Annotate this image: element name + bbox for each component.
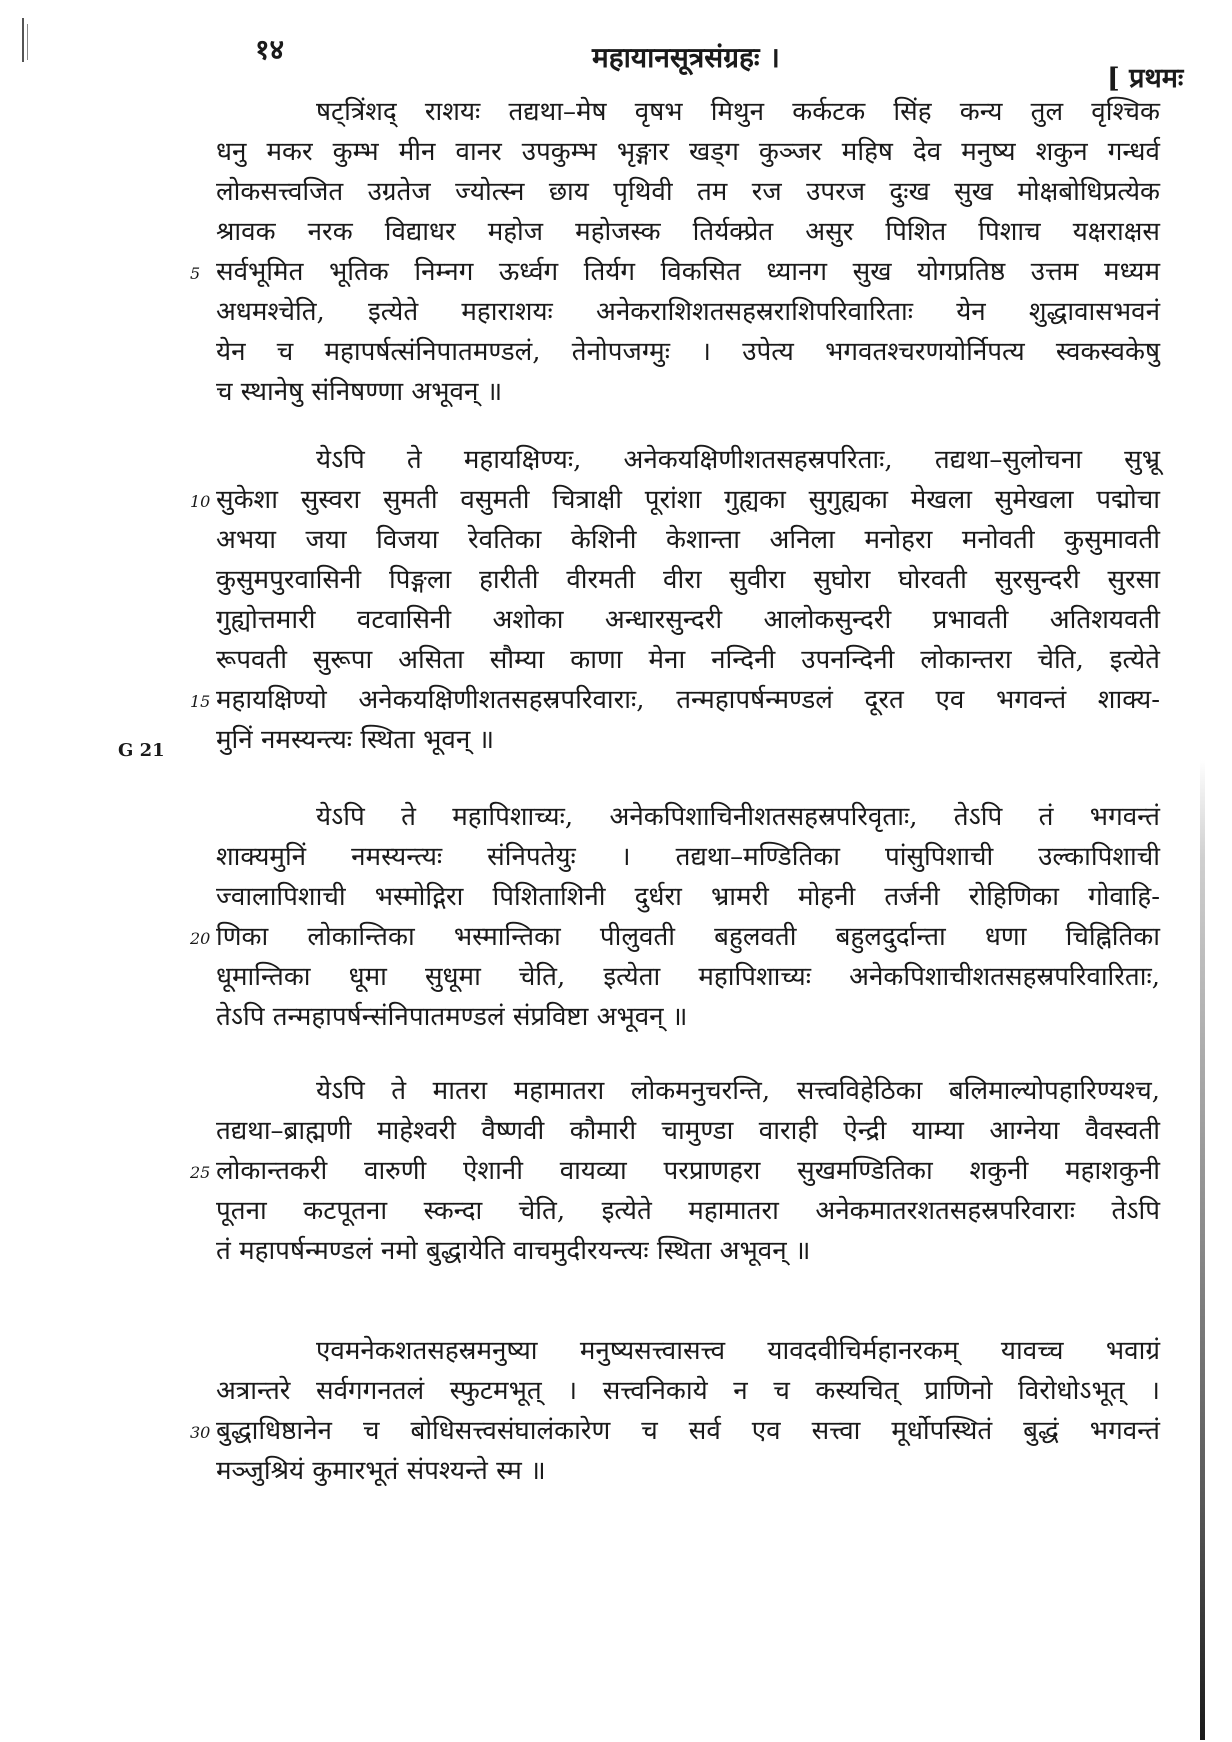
line-text: तद्यथा–ब्राह्मणी माहेश्वरी वैष्णवी कौमारी चामुण्डा वाराही ऐन्द्री याम्या आग्नेया वैवस्वती — [216, 1116, 1160, 1146]
text-line — [216, 1071, 1160, 1111]
text-line — [216, 560, 1160, 600]
line-text: एवमनेकशतसहस्रमनुष्या मनुष्यसत्त्वासत्त्व यावदवीचिर्महानरकम् यावच्च भवाग्रं — [316, 1336, 1160, 1366]
section-label: [ प्रथमः — [1107, 63, 1184, 94]
text-line — [190, 480, 1160, 520]
line-text: रूपवती सुरूपा असिता सौम्या काणा मेना नन्दिनी उपनन्दिनी लोकान्तरा चेति, इत्येते — [216, 645, 1160, 675]
line-text: सुकेशा सुस्वरा सुमती वसुमती चित्राक्षी पूरांशा गुह्यका सुगुह्यका मेखला सुमेखला पद्मोचा — [216, 485, 1160, 515]
text-line — [216, 212, 1160, 252]
text-line — [190, 917, 1160, 957]
text-line — [216, 797, 1160, 837]
text-line — [216, 292, 1160, 332]
line-text: अत्रान्तरे सर्वगगनतलं स्फुटमभूत् । सत्त्वनिकाये न च कस्यचित् प्राणिनो विरोधोऽभूत् । — [216, 1376, 1160, 1406]
text-line — [190, 680, 1160, 720]
text-line — [216, 440, 1160, 480]
text-line — [216, 132, 1160, 172]
text-line — [216, 1111, 1160, 1151]
line-text: पूतना कटपूतना स्कन्दा चेति, इत्येते महामातरा अनेकमातरशतसहस्रपरिवाराः तेऽपि — [216, 1196, 1160, 1226]
text-line — [216, 92, 1160, 132]
line-text: च स्थानेषु संनिषण्णा अभूवन् ॥ — [216, 377, 503, 407]
line-text: अभया जया विजया रेवतिका केशिनी केशान्ता अनिला मनोहरा मनोवती कुसुमावती — [216, 525, 1160, 555]
line-text: तं महापर्षन्मण्डलं नमो बुद्धायेति वाचमुदीरयन्त्यः स्थिता अभूवन् ॥ — [216, 1236, 811, 1266]
text-line — [216, 837, 1160, 877]
line-number: 15 — [190, 692, 211, 711]
text-line — [216, 372, 1160, 412]
line-text: शाक्यमुनिं नमस्यन्त्यः संनिपतेयुः । तद्यथा–मण्डितिका पांसुपिशाची उल्कापिशाची — [216, 842, 1160, 872]
text-line — [216, 1371, 1160, 1411]
text-line — [216, 1331, 1160, 1371]
scan-edge-mark — [22, 18, 24, 62]
line-text: येऽपि ते मातरा महामातरा लोकमनुचरन्ति, सत्त्वविहेठिका बलिमाल्योपहारिण्यश्च, — [316, 1076, 1160, 1106]
text-line — [216, 720, 1160, 760]
paragraph — [190, 797, 1160, 1037]
line-text: मुनिं नमस्यन्त्यः स्थिता भूवन् ॥ — [216, 725, 495, 755]
line-text: महायक्षिण्यो अनेकयक्षिणीशतसहस्रपरिवाराः, तन्महापर्षन्मण्डलं दूरत एव भगवन्तं शाक्य- — [216, 685, 1160, 715]
scan-edge-mark — [27, 24, 28, 60]
text-line — [216, 1451, 1160, 1491]
line-text: येन च महापर्षत्संनिपातमण्डलं, तेनोपजग्मुः । उपेत्य भगवतश्चरणयोर्निपत्य स्वकस्वकेषु — [216, 337, 1160, 367]
text-line — [216, 1191, 1160, 1231]
text-line — [190, 252, 1160, 292]
line-number: 25 — [190, 1163, 211, 1182]
text-line — [216, 1231, 1160, 1271]
text-line — [216, 172, 1160, 212]
line-text: येऽपि ते महापिशाच्यः, अनेकपिशाचिनीशतसहस्रपरिवृताः, तेऽपि तं भगवन्तं — [316, 802, 1160, 832]
text-line — [216, 957, 1160, 997]
scan-edge-shadow — [1200, 760, 1205, 1740]
line-text: णिका लोकान्तिका भस्मान्तिका पीलुवती बहुलवती बहुलदुर्दान्ता धणा चिह्नितिका — [216, 922, 1160, 952]
line-text: षट्त्रिंशद् राशयः तद्यथा–मेष वृषभ मिथुन कर्कटक सिंह कन्य तुल वृश्चिक — [316, 97, 1160, 127]
paragraph — [190, 440, 1160, 760]
line-text: तेऽपि तन्महापर्षन्संनिपातमण्डलं संप्रविष्टा अभूवन् ॥ — [216, 1002, 688, 1032]
line-number: 20 — [190, 929, 211, 948]
line-text: लोकसत्त्वजित उग्रतेज ज्योत्स्न छाय पृथिवी तम रज उपरज दुःख सुख मोक्षबोधिप्रत्येक — [216, 177, 1160, 207]
text-line — [190, 1151, 1160, 1191]
page-number: १४ — [255, 33, 285, 66]
line-text: श्रावक नरक विद्याधर महोज महोजस्क तिर्यक्प्रेत असुर पिशित पिशाच यक्षराक्षस — [216, 217, 1160, 247]
line-text: बुद्धाधिष्ठानेन च बोधिसत्त्वसंघालंकारेण च सर्व एव सत्त्वा मूर्धोपस्थितं बुद्धं भगवन्तं — [216, 1416, 1160, 1446]
paragraph — [190, 1331, 1160, 1491]
line-text: ज्वालापिशाची भस्मोद्गिरा पिशिताशिनी दुर्धरा भ्रामरी मोहनी तर्जनी रोहिणिका गोवाहि- — [216, 882, 1160, 912]
running-title: महायानसूत्रसंग्रहः । — [592, 41, 780, 74]
line-text: कुसुमपुरवासिनी पिङ्गला हारीती वीरमती वीरा सुवीरा सुघोरा घोरवती सुरसुन्दरी सुरसा — [216, 565, 1160, 595]
line-number: 5 — [190, 264, 201, 283]
text-line — [216, 640, 1160, 680]
text-line — [216, 997, 1160, 1037]
line-text: लोकान्तकरी वारुणी ऐशानी वायव्या परप्राणहरा सुखमण्डितिका शकुनी महाशकुनी — [216, 1156, 1160, 1186]
text-line — [216, 877, 1160, 917]
text-line — [190, 1411, 1160, 1451]
text-line — [216, 600, 1160, 640]
line-text: सर्वभूमित भूतिक निम्नग ऊर्ध्वग तिर्यग विकसित ध्यानग सुख योगप्रतिष्ठ उत्तम मध्यम — [216, 257, 1160, 287]
line-text: गुह्योत्तमारी वटवासिनी अशोका अन्धारसुन्दरी आलोकसुन्दरी प्रभावती अतिशयवती — [216, 605, 1160, 635]
line-text: धनु मकर कुम्भ मीन वानर उपकुम्भ भृङ्गार खड्ग कुञ्जर महिष देव मनुष्य शकुन गन्धर्व — [216, 137, 1160, 167]
paragraph — [190, 1071, 1160, 1271]
text-line — [216, 520, 1160, 560]
line-text: धूमान्तिका धूमा सुधूमा चेति, इत्येता महापिशाच्यः अनेकपिशाचीशतसहस्रपरिवारिताः, — [216, 962, 1160, 992]
text-line — [216, 332, 1160, 372]
line-text: येऽपि ते महायक्षिण्यः, अनेकयक्षिणीशतसहस्रपरिताः, तद्यथा–सुलोचना सुभ्रू — [316, 445, 1160, 475]
paragraph — [190, 92, 1160, 412]
margin-reference: G 21 — [118, 740, 165, 761]
line-number: 10 — [190, 492, 211, 511]
line-text: अधमश्चेति, इत्येते महाराशयः अनेकराशिशतसहस्रराशिपरिवारिताः येन शुद्धावासभवनं — [216, 297, 1160, 327]
line-text: मञ्जुश्रियं कुमारभूतं संपश्यन्ते स्म ॥ — [216, 1456, 546, 1486]
line-number: 30 — [190, 1423, 211, 1442]
